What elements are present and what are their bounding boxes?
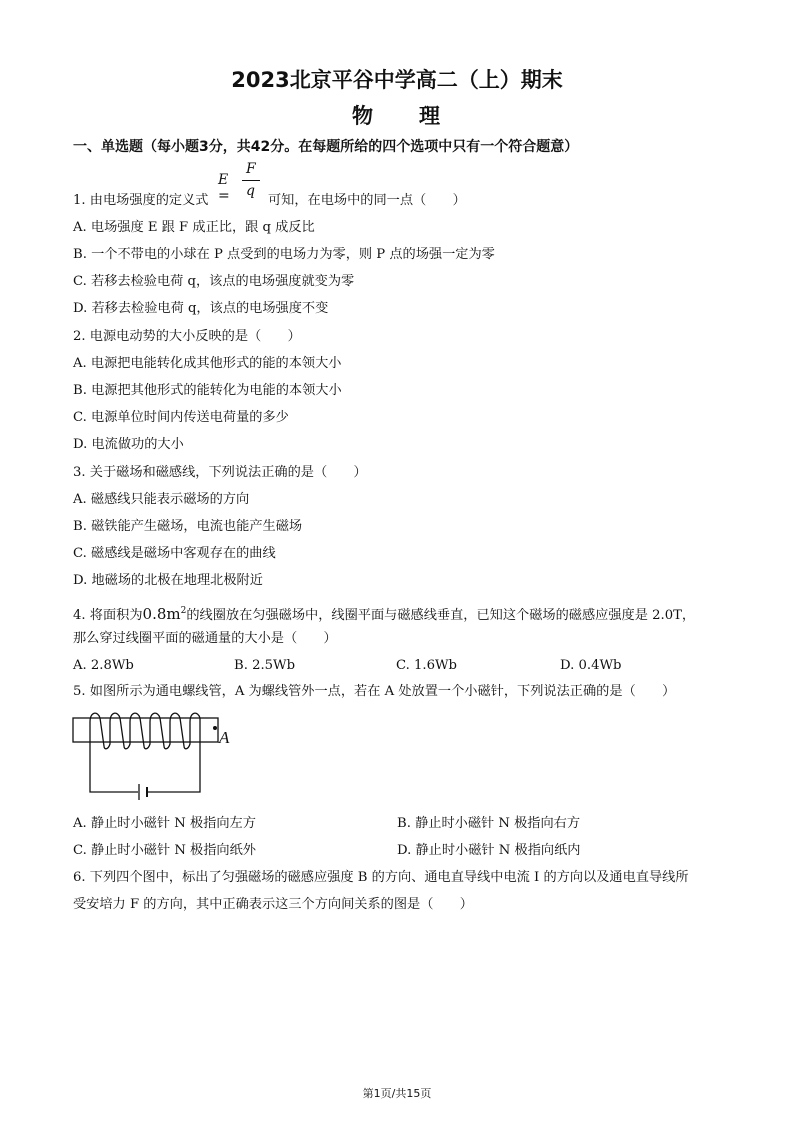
q2-option-d: D. 电流做功的大小 <box>73 437 184 452</box>
q5-option-a: A. 静止时小磁针 N 极指向左方 <box>73 816 256 831</box>
q6-stem-line2: 受安培力 F 的方向，其中正确表示这三个方向间关系的图是（ ） <box>73 897 473 912</box>
q4-area-value: 0.8m <box>142 605 181 623</box>
solenoid-circuit-diagram <box>70 708 250 808</box>
q3-stem: 3. 关于磁场和磁感线，下列说法正确的是（ ） <box>73 465 367 480</box>
point-a-dot <box>213 726 217 730</box>
section-heading: 一、单选题（每小题3分，共42分。在每题所给的四个选项中只有一个符合题意） <box>73 139 579 155</box>
q1-option-d: D. 若移去检验电荷 q，该点的电场强度不变 <box>73 301 329 316</box>
subject-char-1: 物 <box>352 104 375 128</box>
q4-option-b: B. 2.5Wb <box>234 658 296 673</box>
q5-option-b: B. 静止时小磁针 N 极指向右方 <box>397 816 581 831</box>
q4-area <box>143 605 187 623</box>
formula-numerator: F <box>246 161 256 177</box>
q4-area-exponent: 2 <box>180 606 187 616</box>
q1-stem-end: 可知，在电场中的同一点（ ） <box>268 193 466 208</box>
circuit-wire <box>90 742 200 792</box>
q4-option-d: D. 0.4Wb <box>560 658 622 673</box>
q2-option-b: B. 电源把其他形式的能转化为电能的本领大小 <box>73 383 342 398</box>
q4-stem-middle: 的线圈放在匀强磁场中，线圈平面与磁感线垂直，已知这个磁场的磁感应强度是 2.0T， <box>186 608 696 623</box>
q2-option-a: A. 电源把电能转化成其他形式的能的本领大小 <box>73 356 342 371</box>
q2-stem: 2. 电源电动势的大小反映的是（ ） <box>73 329 301 344</box>
formula-denominator: q <box>246 183 255 199</box>
q1-stem-start: 1. 由电场强度的定义式 <box>73 193 209 208</box>
subject-title <box>0 100 794 130</box>
solenoid-tube <box>73 718 218 742</box>
page-number: 第1页/共15页 <box>362 1087 432 1100</box>
exam-title: 2023北京平谷中学高二（上）期末 <box>231 68 563 92</box>
q6-stem-line1: 6. 下列四个图中，标出了匀强磁场的磁感应强度 B 的方向、通电直导线中电流 I 的方向以及通电直导线所 <box>73 870 689 885</box>
q5-option-c: C. 静止时小磁针 N 极指向纸外 <box>73 843 256 858</box>
q3-option-a: A. 磁感线只能表示磁场的方向 <box>73 492 250 507</box>
q4-stem-line2: 那么穿过线圈平面的磁通量的大小是（ ） <box>73 631 337 646</box>
q3-option-d: D. 地磁场的北极在地理北极附近 <box>73 573 263 588</box>
q1-option-c: C. 若移去检验电荷 q，该点的电场强度就变为零 <box>73 274 355 289</box>
q3-option-c: C. 磁感线是磁场中客观存在的曲线 <box>73 546 276 561</box>
q2-option-c: C. 电源单位时间内传送电荷量的多少 <box>73 410 289 425</box>
q5-stem: 5. 如图所示为通电螺线管，A 为螺线管外一点，若在 A 处放置一个小磁针，下列说法正确的是（ ） <box>73 684 676 699</box>
q4-stem-line1 <box>73 602 695 625</box>
fraction-bar <box>242 180 260 181</box>
q4-option-c: C. 1.6Wb <box>396 658 457 673</box>
q4-option-a: A. 2.8Wb <box>73 658 134 673</box>
point-a-label: A <box>219 728 230 747</box>
q1-option-a: A. 电场强度 E 跟 F 成正比，跟 q 成反比 <box>73 220 315 235</box>
q4-stem-start: 4. 将面积为 <box>73 608 143 623</box>
formula-lhs: E = <box>218 172 230 204</box>
subject-char-2: 理 <box>419 104 442 128</box>
q3-option-b: B. 磁铁能产生磁场，电流也能产生磁场 <box>73 519 303 534</box>
q1-option-b: B. 一个不带电的小球在 P 点受到的电场力为零，则 P 点的场强一定为零 <box>73 247 495 262</box>
q5-option-d: D. 静止时小磁针 N 极指向纸内 <box>397 843 581 858</box>
